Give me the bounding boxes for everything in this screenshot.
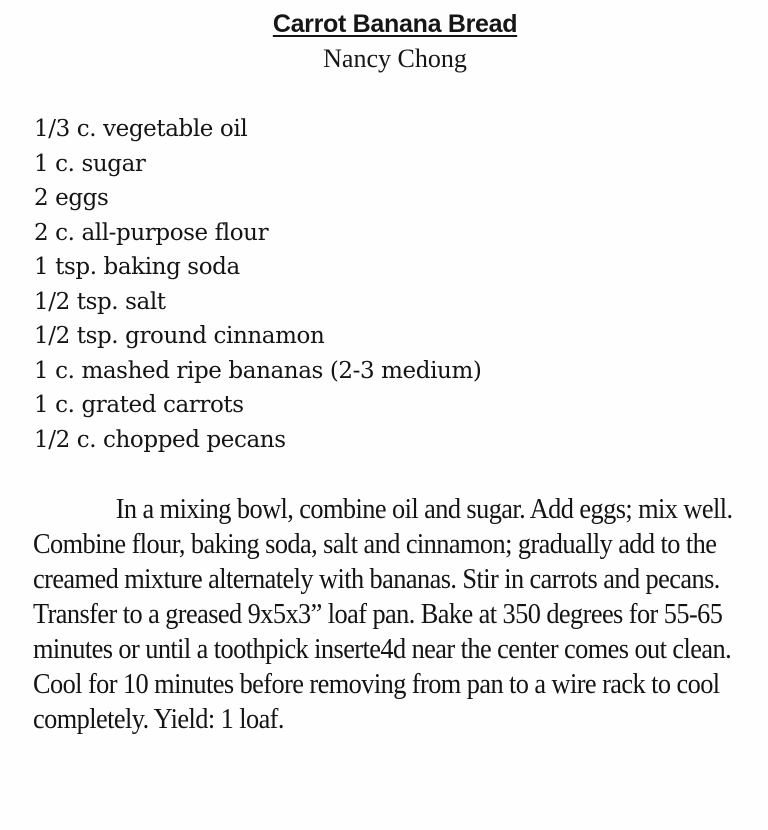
ingredient-item: 1 c. mashed ripe bananas (2-3 medium) (34, 357, 482, 384)
ingredient-item: 1/3 c. vegetable oil (34, 116, 248, 142)
ingredient-item: 2 eggs (34, 185, 109, 211)
ingredient-item: 2 c. all-purpose flour (34, 219, 269, 246)
ingredient-item: 1 c. grated carrots (34, 392, 244, 418)
ingredient-item: 1/2 tsp. ground cinnamon (34, 323, 325, 349)
ingredient-item: 1/2 c. chopped pecans (34, 426, 286, 453)
ingredient-item: 1 tsp. baking soda (34, 254, 240, 280)
recipe-author: Nancy Chong (323, 44, 467, 73)
ingredient-item: 1 c. sugar (34, 150, 146, 177)
recipe-directions: In a mixing bowl, combine oil and sugar. Add eggs; mix well. Combine flour, baking soda, salt and cinnamon; gradually add to the creamed mixture alternately with bananas. Stir in carrots and pecans. Transfer to a greased 9x5x3” loaf pan. Bake at 350 degrees for 55-65 minutes or until a toothpick inserte4d near the center comes out clean. Cool for 10 minutes before removing from pan to a wire rack to cool completely. Yield: 1 loaf. (33, 494, 733, 735)
recipe-title: Carrot Banana Bread (272, 10, 518, 38)
ingredient-item: 1/2 tsp. salt (34, 288, 166, 315)
ingredient-list (34, 112, 481, 457)
